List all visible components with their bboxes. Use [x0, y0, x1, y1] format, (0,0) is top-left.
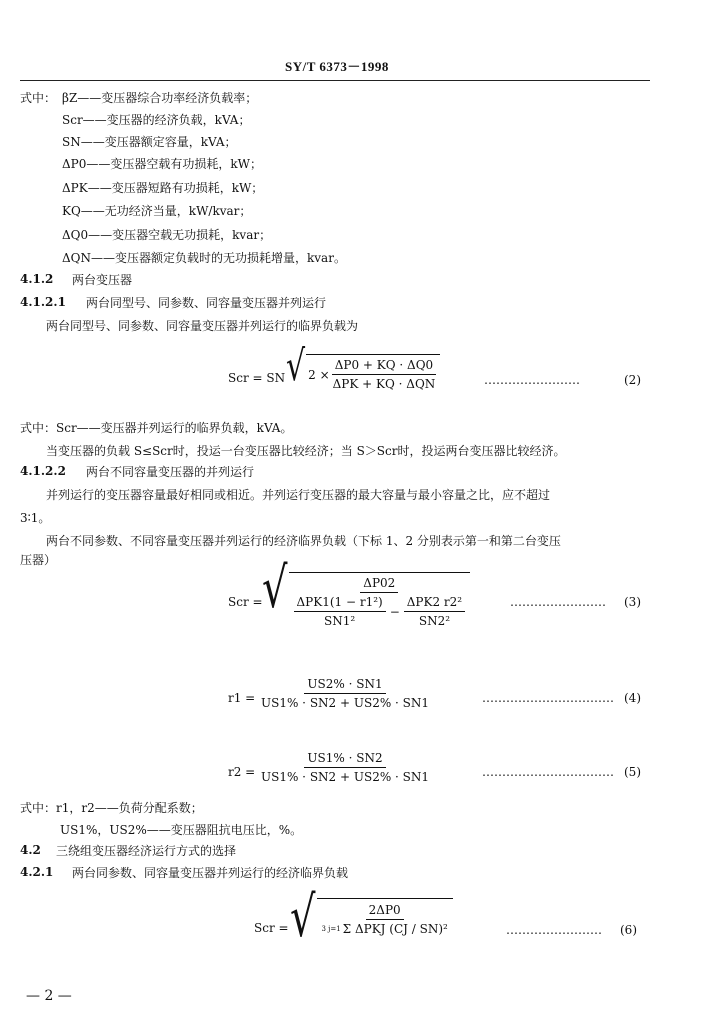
eq3-n2: ΔPK2 r2² [404, 594, 465, 612]
eq5-leader: …………………………… [482, 765, 614, 779]
paragraph: 当变压器的负载 S≤Scr时，投运一台变压器比较经济；当 S＞Scr时，投运两台变压器比较经济。 [46, 444, 566, 458]
eq6-denominator: Σ ΔPKJ (CJ / SN)² [342, 922, 448, 936]
eq6-numerator: 2ΔP0 [366, 902, 404, 920]
equation-6: √ 2ΔP0 3 j=1 Σ ΔPKJ (CJ / SN)² [290, 898, 453, 938]
eq3-minus: − [389, 604, 400, 619]
page-number: — 2 — [26, 988, 72, 1004]
paragraph: 两台同型号、同参数、同容量变压器并列运行的临界负载为 [46, 319, 359, 333]
section-number: 4.1.2.2 [20, 464, 66, 478]
eq4-number: (4) [624, 691, 641, 705]
symbol-def: ΔQ0——变压器空载无功损耗，kvar； [62, 228, 272, 242]
section-number: 4.2 [20, 843, 41, 857]
section-number: 4.1.2 [20, 272, 54, 286]
paragraph: 两台不同参数、不同容量变压器并列运行的经济临界负载（下标 1、2 分别表示第一和第二台变压 [46, 534, 561, 548]
section-title: 两台不同容量变压器的并列运行 [86, 465, 255, 479]
symbol-def: ΔPK——变压器短路有功损耗，kW； [62, 181, 264, 195]
eq2-lhs: Scr = SN [228, 371, 286, 385]
symbol-def: ΔP0——变压器空载有功损耗，kW； [62, 157, 262, 171]
eq2-numerator: ΔP0 + KQ · ΔQ0 [332, 357, 436, 375]
eq6-number: (6) [620, 923, 637, 937]
section-title: 两台变压器 [72, 273, 133, 287]
equation-2: √ 2 × $\frac{\Delta P0 + KQ \cdot \Delta Q0}{\text{ΔPK + KQ · ΔQN}}$ [286, 354, 440, 392]
where-text: US1%，US2%——变压器阻抗电压比，%。 [60, 823, 303, 837]
equation-4 [258, 676, 432, 711]
eq2-leader: …………………… [484, 373, 580, 387]
eq5-lhs: r2 = [228, 765, 256, 779]
paragraph: 并列运行的变压器容量最好相同或相近。并列运行变压器的最大容量与最小容量之比，应不超过 [46, 488, 551, 502]
eq5-denominator: US1% · SN2 + US2% · SN1 [261, 770, 430, 784]
symbol-def: SN——变压器额定容量，kVA； [62, 135, 237, 149]
where-text: 式中：Scr——变压器并列运行的临界负载，kVA。 [20, 421, 293, 435]
header-rule [20, 80, 650, 81]
symbol-def: KQ——无功经济当量，kW/kvar； [62, 204, 252, 218]
paragraph-cont: 压器） [20, 553, 57, 567]
standard-number: SY/T 6373－1998 [285, 59, 389, 74]
section-title: 两台同型号、同参数、同容量变压器并列运行 [86, 296, 327, 310]
eq6-sum-limits: 3 j=1 [321, 925, 341, 933]
eq5-number: (5) [624, 765, 641, 779]
symbol-def: βZ——变压器综合功率经济负载率； [62, 91, 258, 105]
symbol-def: ΔQN——变压器额定负载时的无功损耗增量，kvar。 [62, 251, 346, 265]
section-title: 两台同参数、同容量变压器并列运行的经济临界负载 [72, 866, 349, 880]
section-number: 4.1.2.1 [20, 295, 66, 309]
eq2-factor: 2 × [308, 367, 330, 382]
eq6-leader: …………………… [506, 923, 602, 937]
paragraph-cont: 3∶1。 [20, 511, 51, 525]
where-label: 式中： [20, 91, 57, 105]
eq3-leader: …………………… [510, 595, 606, 609]
equation-5 [258, 750, 432, 785]
eq4-numerator: US2% · SN1 [304, 676, 385, 694]
eq4-leader: …………………………… [482, 691, 614, 705]
section-number: 4.2.1 [20, 865, 54, 879]
eq3-number: (3) [624, 595, 641, 609]
eq3-d2: SN2² [418, 614, 451, 628]
equation-3: √ ΔP02 $\frac{\text{ΔPK1(1 − r1²)}}{\text{SN1²}}$ − $\frac{\text{ΔPK2 r2²}}{\text{SN2²}}$ [262, 572, 470, 629]
section-title: 三绕组变压器经济运行方式的选择 [56, 844, 237, 858]
eq3-lhs: Scr = [228, 595, 263, 609]
eq2-denominator: ΔPK + KQ · ΔQN [332, 377, 436, 391]
eq3-n1: ΔPK1(1 − r1²) [294, 594, 386, 612]
symbol-def: Scr——变压器的经济负载，kVA； [62, 113, 251, 127]
eq3-top: ΔP02 [360, 575, 398, 593]
eq2-number: (2) [624, 373, 641, 387]
eq6-lhs: Scr = [254, 921, 289, 935]
eq3-d1: SN1² [324, 614, 356, 628]
where-text: 式中：r1，r2——负荷分配系数； [20, 801, 203, 815]
eq5-numerator: US1% · SN2 [304, 750, 385, 768]
eq4-lhs: r1 = [228, 691, 256, 705]
eq4-denominator: US1% · SN2 + US2% · SN1 [261, 696, 430, 710]
